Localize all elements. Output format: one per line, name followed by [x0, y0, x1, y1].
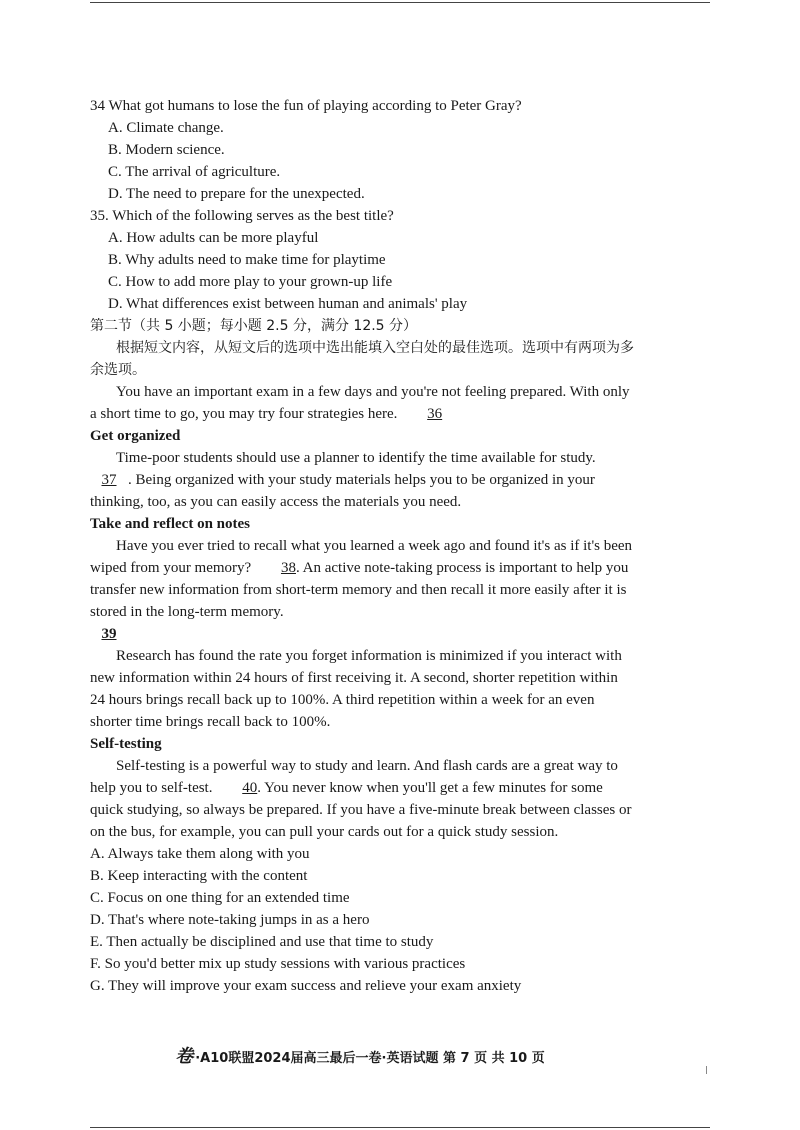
passage-paragraph-2: Time-poor students should use a planner to identify the time available for study.: [116, 450, 596, 466]
question-34-stem: 34 What got humans to lose the fun of playing according to Peter Gray?: [90, 98, 522, 114]
option-e: E. Then actually be disciplined and use that time to study: [90, 934, 434, 950]
footer-text: ·A10联盟2024届高三最后一卷·英语试题 第 7 页 共 10 页: [195, 1051, 545, 1066]
passage-paragraph-6a: Self-testing is a powerful way to study and learn. And flash cards are a great way to help you to self-test.: [90, 758, 618, 796]
question-35-stem: 35. Which of the following serves as the best title?: [90, 208, 394, 224]
section-2-heading: 第二节（共 5 小题；每小题 2.5 分，满分 12.5 分）: [90, 318, 418, 334]
top-rule: [90, 2, 710, 3]
passage-paragraph-6b: . You never know when you'll get a few minutes for some quick studying, so always be prepared. If you have a five-minute break between classes or on the bus, for example, you can pull your cards out for a quick study session.: [90, 780, 632, 840]
section-2-instruction: 根据短文内容，从短文后的选项中选出能填入空白处的最佳选项。选项中有两项为多余选项。: [90, 340, 634, 378]
exam-page-content: [90, 95, 635, 997]
margin-mark: [706, 1066, 707, 1074]
passage-paragraph-4: [90, 535, 635, 623]
q34-option-c: C. The arrival of agriculture.: [108, 164, 281, 180]
heading-take-notes: Take and reflect on notes: [90, 516, 251, 532]
passage-paragraph-6: [90, 755, 635, 843]
passage-paragraph-3: [90, 469, 635, 513]
blank-38: 38: [280, 560, 296, 576]
heading-self-testing: Self-testing: [90, 736, 162, 752]
passage-paragraph-4b: . An active note-taking process is important to help you transfer new information from short-term memory and then recall it more easily after it is stored in the long-term memory.: [90, 560, 629, 620]
blank-36: 36: [427, 406, 443, 422]
option-f: F. So you'd better mix up study sessions with various practices: [90, 956, 466, 972]
blank-39: 39: [101, 626, 117, 642]
q35-option-c: C. How to add more play to your grown-up life: [108, 274, 393, 290]
passage-intro: [90, 381, 635, 425]
passage-paragraph-3-text: . Being organized with your study materials helps you to be organized in your thinking, too, as you can easily access the materials you need.: [90, 472, 595, 510]
q35-option-a: A. How adults can be more playful: [108, 230, 319, 246]
bottom-rule: [90, 1127, 710, 1128]
q34-option-d: D. The need to prepare for the unexpected.: [108, 186, 365, 202]
q34-option-a: A. Climate change.: [108, 120, 224, 136]
passage-intro-text: You have an important exam in a few days and you're not feeling prepared. With only a short time to go, you may try four strategies here.: [90, 384, 630, 422]
q35-option-d: D. What differences exist between human and animals' play: [108, 296, 468, 312]
page-footer: [90, 1042, 630, 1068]
passage-paragraph-4a: Have you ever tried to recall what you learned a week ago and found it's as if it's been wiped from your memory?: [90, 538, 633, 576]
blank-39-heading: [90, 623, 635, 645]
option-a: A. Always take them along with you: [90, 846, 310, 862]
heading-get-organized: Get organized: [90, 428, 181, 444]
q35-option-b: B. Why adults need to make time for playtime: [108, 252, 386, 268]
passage-paragraph-5: Research has found the rate you forget information is minimized if you interact with new information within 24 hours of first receiving it. A second, shorter repetition within 24 hours brings recall back up to 100%. A third repetition within a week for an even shorter time brings recall back to 100%.: [90, 648, 622, 730]
option-c: C. Focus on one thing for an extended time: [90, 890, 350, 906]
option-g: G. They will improve your exam success and relieve your exam anxiety: [90, 978, 522, 994]
blank-37: 37: [101, 472, 117, 488]
publisher-logo: 卷: [175, 1046, 194, 1067]
blank-40: 40: [242, 780, 258, 796]
option-d: D. That's where note-taking jumps in as a hero: [90, 912, 370, 928]
option-b: B. Keep interacting with the content: [90, 868, 308, 884]
q34-option-b: B. Modern science.: [108, 142, 225, 158]
